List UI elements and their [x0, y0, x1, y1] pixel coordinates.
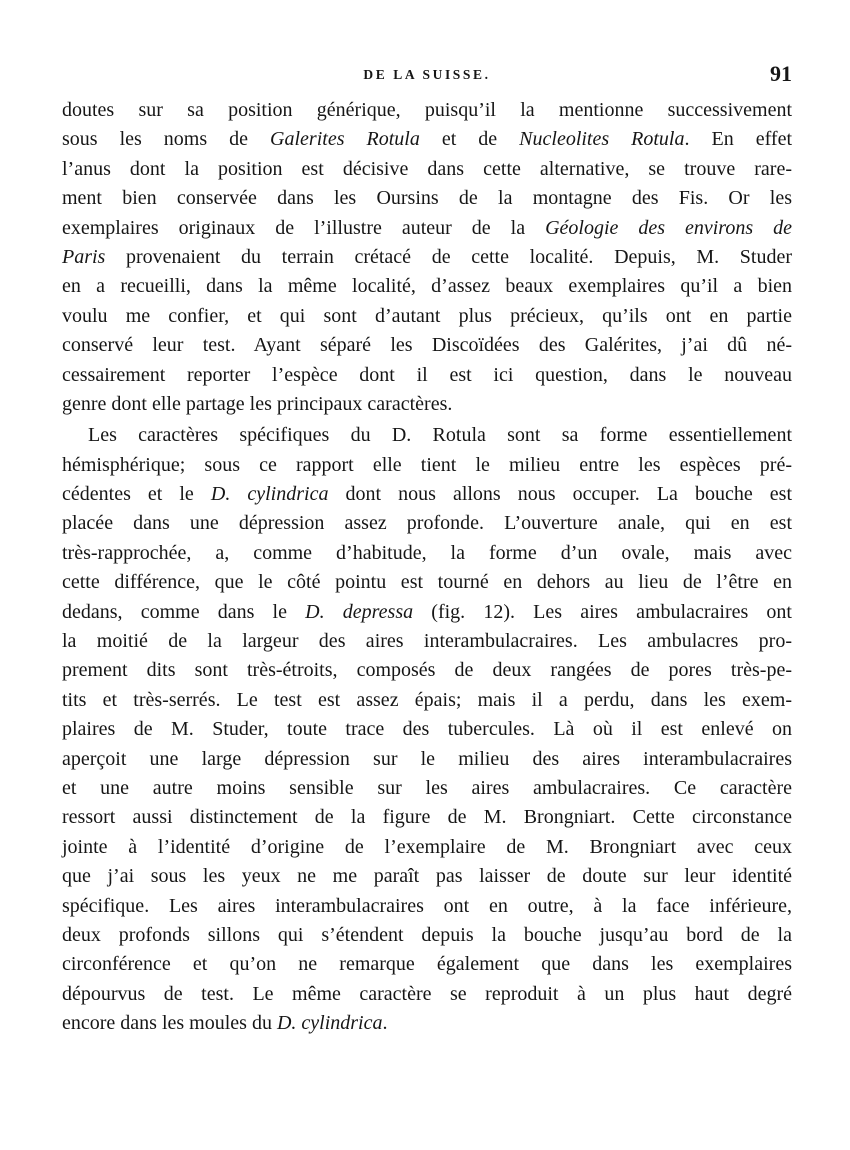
italic-text: Géologie des environs de [545, 216, 792, 239]
text-run: la moitié de la largeur des aires interambulacraires. Les ambulacres pro- [62, 630, 792, 653]
text-run: genre dont elle partage les principaux caractères. [62, 392, 453, 415]
text-run: cette différence, que le côté pointu est tourné en dehors au lieu de l’être en [62, 571, 792, 594]
text-run: jointe à l’identité d’origine de l’exemplaire de M. Brongniart avec ceux [62, 835, 792, 858]
text-run: très-rapprochée, a, comme d’habitude, la forme d’un ovale, mais avec [62, 541, 792, 564]
text-run: conservé leur test. Ayant séparé les Discoïdées des Galérites, j’ai dû né- [62, 334, 792, 357]
text-line [62, 1009, 792, 1038]
text-run: placée dans une dépression assez profonde. L’ouverture anale, qui en est [62, 512, 792, 535]
body-text [62, 96, 792, 1039]
text-run: provenaient du terrain crétacé de cette localité. Depuis, M. Studer [105, 245, 792, 268]
text-run: . En effet [684, 128, 793, 151]
paragraph [62, 96, 792, 419]
text-run: l’anus dont la position est décisive dans cette alternative, se trouve rare- [62, 157, 792, 180]
page-number: 91 [770, 61, 792, 86]
text-line [62, 421, 792, 450]
text-run: plaires de M. Studer, toute trace des tubercules. Là où il est enlevé on [62, 718, 792, 741]
text-run: circonférence et qu’on ne remarque également que dans les exemplaires [62, 953, 792, 976]
italic-text: D. cylindrica [276, 1012, 383, 1035]
text-run: et une autre moins sensible sur les aires ambulacraires. Ce caractère [62, 776, 792, 799]
text-run: cessairement reporter l’espèce dont il est ici question, dans le nouveau [62, 363, 792, 386]
text-line [62, 568, 792, 597]
text-run: dont nous allons nous occuper. La bouche est [328, 483, 792, 506]
text-line [62, 451, 792, 480]
text-run: voulu me confier, et qui sont d’autant plus précieux, qu’ils ont en partie [62, 304, 792, 327]
text-line [62, 686, 792, 715]
text-line [62, 598, 792, 627]
text-run: ment bien conservée dans les Oursins de la montagne des Fis. Or les [62, 187, 792, 210]
text-line [62, 390, 792, 419]
text-line [62, 745, 792, 774]
text-line [62, 980, 792, 1009]
text-run: encore dans les moules du [62, 1012, 277, 1035]
text-line [62, 509, 792, 538]
text-run: dedans, comme dans le [62, 600, 306, 623]
text-run: deux profonds sillons qui s’étendent depuis la bouche jusqu’au bord de la [62, 923, 792, 946]
text-run: (fig. 12). Les aires ambulacraires ont [413, 600, 792, 623]
text-run: Les caractères spécifiques du D. Rotula sont sa forme essentiellement [88, 424, 792, 447]
text-line [62, 272, 792, 301]
text-run: tits et très-serrés. Le test est assez épais; mais il a perdu, dans les exem- [62, 688, 792, 711]
text-run: ressort aussi distinctement de la figure de M. Brongniart. Cette circonstance [62, 806, 792, 829]
text-line [62, 155, 792, 184]
text-line [62, 862, 792, 891]
text-line [62, 539, 792, 568]
text-line [62, 656, 792, 685]
text-run: cédentes et le [62, 483, 211, 506]
text-line [62, 361, 792, 390]
text-run: prement dits sont très-étroits, composés de deux rangées de pores très-pe- [62, 659, 792, 682]
text-run: en a recueilli, dans la même localité, d’assez beaux exemplaires qu’il a bien [62, 275, 792, 298]
italic-text: Paris [62, 245, 106, 268]
text-run: doutes sur sa position générique, puisqu’il la mentionne successivement [62, 99, 792, 121]
text-line [62, 921, 792, 950]
text-run: . [382, 1012, 388, 1035]
text-run: que j’ai sous les yeux ne me paraît pas laisser de doute sur leur identité [62, 865, 792, 888]
text-line [62, 96, 792, 125]
text-run: aperçoit une large dépression sur le milieu des aires interambulacraires [62, 747, 792, 770]
text-line [62, 214, 792, 243]
italic-text: Galerites Rotula [270, 128, 420, 151]
text-line [62, 302, 792, 331]
text-line [62, 715, 792, 744]
text-line [62, 950, 792, 979]
text-line [62, 480, 792, 509]
italic-text: Nucleolites Rotula [519, 128, 685, 151]
text-line [62, 892, 792, 921]
text-run: et de [419, 128, 520, 151]
text-run: dépourvus de test. Le même caractère se reproduit à un plus haut degré [62, 982, 792, 1005]
text-line [62, 125, 792, 154]
italic-text: D. depressa [305, 600, 414, 623]
running-title: DE LA SUISSE. [363, 67, 491, 82]
text-line [62, 833, 792, 862]
text-line [62, 184, 792, 213]
text-run: sous les noms de [62, 128, 271, 151]
text-run: exemplaires originaux de l’illustre auteur de la [62, 216, 546, 239]
text-line [62, 331, 792, 360]
running-head [62, 61, 792, 90]
text-run: spécifique. Les aires interambulacraires ont en outre, à la face inférieure, [62, 894, 792, 917]
text-run: hémisphérique; sous ce rapport elle tient le milieu entre les espèces pré- [62, 453, 792, 476]
paragraph [62, 421, 792, 1038]
text-line [62, 803, 792, 832]
italic-text: D. cylindrica [210, 483, 329, 506]
text-line [62, 774, 792, 803]
text-line [62, 243, 792, 272]
text-line [62, 627, 792, 656]
